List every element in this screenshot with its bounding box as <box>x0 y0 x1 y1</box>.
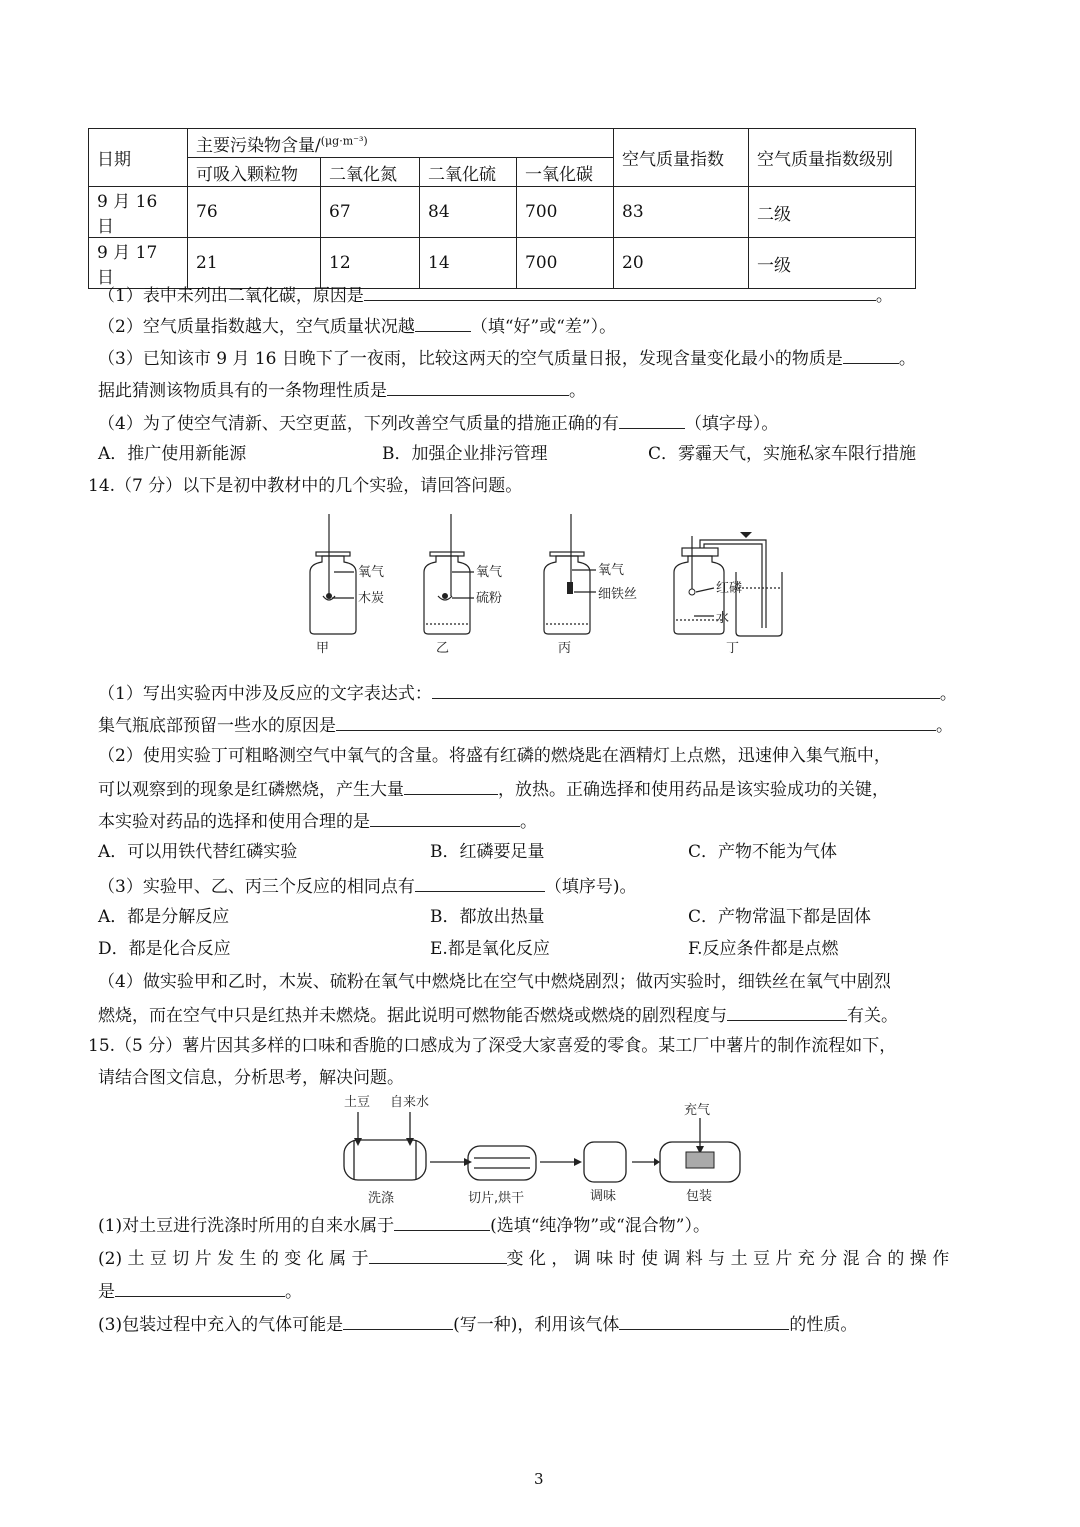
q14-p3-option-a: A．都是分解反应 <box>98 907 230 927</box>
answer-blank[interactable] <box>387 377 569 396</box>
q13-option-b: B．加强企业排污管理 <box>382 444 548 464</box>
q13-option-a: A．推广使用新能源 <box>98 444 247 464</box>
q14-p3-option-e: E.都是氧化反应 <box>430 939 550 959</box>
answer-blank[interactable] <box>336 712 936 731</box>
date-header: 日期 <box>89 129 188 187</box>
svg-text:包装: 包装 <box>686 1189 713 1204</box>
sub-header: 二氧化硫 <box>420 158 517 187</box>
iron-wire-icon <box>567 582 573 594</box>
q15-title: 15.（5 分）薯片因其多样的口味和香脆的口感成为了深受大家喜爱的零食。某工厂中薯片的制作流程如下， <box>88 1036 897 1056</box>
q14-part2c: 本实验对药品的选择和使用合理的是 。 <box>98 808 537 834</box>
answer-blank[interactable] <box>432 680 940 699</box>
svg-text:丁: 丁 <box>726 641 740 656</box>
process-flow-figure <box>330 1092 750 1210</box>
svg-text:切片,烘干: 切片,烘干 <box>468 1191 525 1206</box>
svg-text:丙: 丙 <box>558 641 572 656</box>
q13-part3: （3）已知该市 9 月 16 日晚下了一夜雨，比较这两天的空气质量日报，发现含量变化最小的物质是 。 <box>98 345 916 371</box>
svg-text:甲: 甲 <box>316 641 330 656</box>
air-quality-table <box>88 128 916 289</box>
answer-blank[interactable] <box>619 1311 789 1330</box>
svg-text:细铁丝: 细铁丝 <box>598 587 638 602</box>
q14-part1: （1）写出实验丙中涉及反应的文字表达式： 。 <box>98 680 957 706</box>
answer-blank[interactable] <box>369 1245 507 1264</box>
svg-text:水: 水 <box>716 611 730 626</box>
q13-part3b: 据此猜测该物质具有的一条物理性质是 。 <box>98 377 586 403</box>
svg-text:木炭: 木炭 <box>358 591 385 606</box>
answer-blank[interactable] <box>364 282 876 301</box>
table-row: 9 月 17 日 21 12 14 700 20 一级 <box>89 238 916 289</box>
q15-part1: (1)对土豆进行洗涤时所用的自来水属于 (选填“纯净物”或“混合物”）。 <box>98 1212 710 1238</box>
jar-bing <box>544 556 590 634</box>
answer-blank[interactable] <box>415 313 471 332</box>
answer-blank[interactable] <box>843 345 899 364</box>
q13-part4: （4）为了使空气清新、天空更蓝，下列改善空气质量的措施正确的有 （填字母）。 <box>98 410 778 436</box>
answer-blank[interactable] <box>394 1212 490 1231</box>
seasoning-drum <box>584 1142 626 1182</box>
lid-jia <box>316 552 350 556</box>
answer-blank[interactable] <box>404 776 498 795</box>
svg-text:氧气: 氧气 <box>476 565 503 580</box>
q14-p2-option-a: A．可以用铁代替红磷实验 <box>98 842 298 862</box>
svg-text:硫粉: 硫粉 <box>476 591 503 606</box>
q15-part3: (3)包装过程中充入的气体可能是 (写一种)，利用该气体 的性质。 <box>98 1311 857 1337</box>
svg-text:自来水: 自来水 <box>390 1095 430 1110</box>
svg-text:红磷: 红磷 <box>716 581 743 596</box>
q13-part2: （2）空气质量指数越大，空气质量状况越 （填“好”或“差”）。 <box>98 313 616 339</box>
table-row: 9 月 16 日 76 67 84 700 83 二级 <box>89 187 916 238</box>
q14-p3-option-d: D．都是化合反应 <box>98 939 231 959</box>
q14-p3-option-c: C．产物常温下都是固体 <box>688 907 872 927</box>
level-header: 空气质量指数级别 <box>749 129 916 187</box>
q14-p2-option-b: B．红磷要足量 <box>430 842 545 862</box>
answer-blank[interactable] <box>370 808 520 827</box>
sub-header: 二氧化氮 <box>321 158 420 187</box>
q13-part1: （1）表中未列出二氧化碳，原因是 。 <box>98 282 893 308</box>
svg-text:调味: 调味 <box>590 1189 617 1204</box>
wash-tank <box>344 1140 426 1180</box>
svg-text:氧气: 氧气 <box>358 565 385 580</box>
svg-text:充气: 充气 <box>684 1103 711 1118</box>
answer-blank[interactable] <box>415 873 545 892</box>
q14-part2b: 可以观察到的现象是红磷燃烧，产生大量 ，放热。正确选择和使用药品是该实验成功的关键， <box>98 776 889 802</box>
q14-p3-option-b: B．都放出热量 <box>430 907 545 927</box>
q14-part4b: 燃烧，而在空气中只是红热并未燃烧。据此说明可燃物能否燃烧或燃烧的剧烈程度与 有关。 <box>98 1002 898 1028</box>
q14-p3-option-f: F.反应条件都是点燃 <box>688 939 839 959</box>
svg-text:洗涤: 洗涤 <box>368 1191 395 1206</box>
svg-text:土豆: 土豆 <box>344 1095 371 1110</box>
q15-title-b: 请结合图文信息，分析思考，解决问题。 <box>98 1068 404 1088</box>
answer-blank[interactable] <box>343 1311 453 1330</box>
q14-part4: （4）做实验甲和乙时，木炭、硫粉在氧气中燃烧比在空气中燃烧剧烈；做丙实验时，细铁丝在氧气中剧烈 <box>98 972 891 992</box>
answer-blank[interactable] <box>115 1278 285 1297</box>
sub-header: 可吸入颗粒物 <box>188 158 321 187</box>
svg-text:氧气: 氧气 <box>598 563 625 578</box>
q15-part2b: 是 。 <box>98 1278 302 1304</box>
q13-option-c: C．雾霾天气，实施私家车限行措施 <box>648 444 917 464</box>
q14-part2: （2）使用实验丁可粗略测空气中氧气的含量。将盛有红磷的燃烧匙在酒精灯上点燃，迅速伸入集气瓶中， <box>98 746 891 766</box>
q14-title: 14.（7 分）以下是初中教材中的几个实验，请回答问题。 <box>88 476 523 496</box>
q15-part2: (2) 土 豆 切 片 发 生 的 变 化 属 于 变 化 ， 调 味 时 使 调 料 与 土 豆 片 充 分 混 合 的 操 作 <box>98 1245 949 1271</box>
q14-part3: （3）实验甲、乙、丙三个反应的相同点有 （填序号)。 <box>98 873 636 899</box>
answer-blank[interactable] <box>619 410 685 429</box>
unit-label: (μg·m⁻³) <box>320 133 368 147</box>
svg-text:乙: 乙 <box>436 641 450 656</box>
q14-p2-option-c: C．产物不能为气体 <box>688 842 838 862</box>
q14-part1b: 集气瓶底部预留一些水的原因是 。 <box>98 712 953 738</box>
jar-jia <box>310 556 356 634</box>
sub-header: 一氧化碳 <box>517 158 614 187</box>
slicer <box>468 1146 536 1180</box>
pollutant-header: 主要污染物含量/$^{(\mu g\cdot m^{-3})}$ <box>188 129 614 158</box>
answer-blank[interactable] <box>727 1002 847 1021</box>
aqi-header: 空气质量指数 <box>614 129 749 187</box>
experiment-figure <box>296 512 786 662</box>
page-number: 3 <box>534 1470 544 1488</box>
